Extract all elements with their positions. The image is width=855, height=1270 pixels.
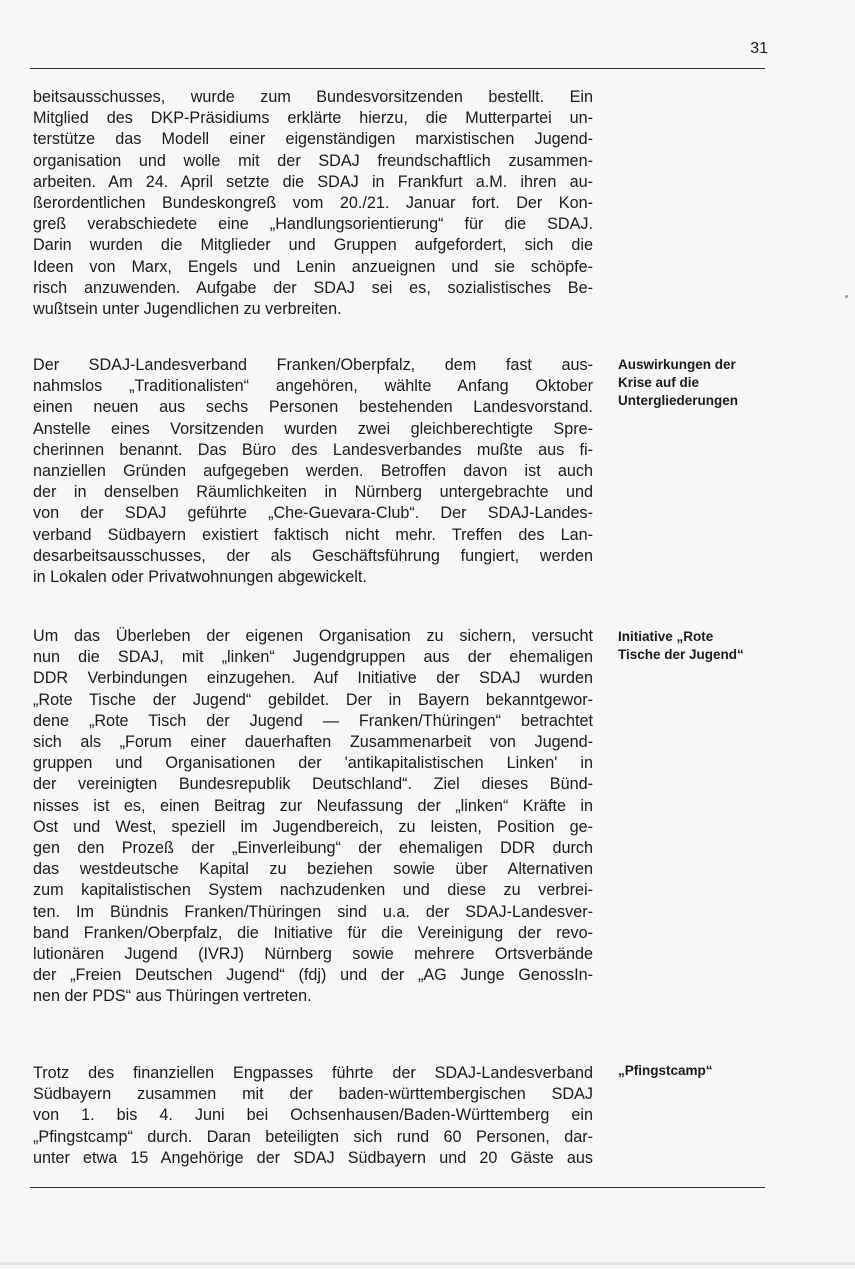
paragraph-2	[33, 355, 593, 588]
paragraph-4	[33, 1063, 593, 1169]
text-line: Südbayern zusammen mit der baden-württembergischen SDAJ	[33, 1085, 593, 1104]
text-line: von 1. bis 4. Juni bei Ochsenhausen/Baden-Württemberg ein	[33, 1106, 593, 1125]
text-line: Anstelle eines Vorsitzenden wurden zwei gleichberechtigte Spre-	[33, 419, 593, 438]
text-line: DDR Verbindungen einzugehen. Auf Initiative der SDAJ wurden	[33, 669, 593, 688]
text-line: „Rote Tische der Jugend“ gebildet. Der in Bayern bekanntgewor-	[33, 690, 593, 709]
text-line: terstütze das Modell einer eigenständigen marxistischen Jugend-	[33, 130, 593, 149]
text-line: Mitglied des DKP-Präsidiums erklärte hierzu, die Mutterpartei un-	[33, 109, 593, 128]
text-line: nanziellen Gründen aufgegeben werden. Betroffen davon ist auch	[33, 462, 593, 481]
text-line: ßerordentlichen Bundeskongreß vom 20./21. Januar fort. Der Kon-	[33, 194, 593, 213]
text-line: „Pfingstcamp“ durch. Daran beteiligten sich rund 60 Personen, dar-	[33, 1127, 593, 1146]
footer-rule	[30, 1187, 765, 1188]
text-line: sich als „Forum einer dauerhaften Zusammenarbeit von Jugend-	[33, 733, 593, 752]
text-line: Trotz des finanziellen Engpasses führte der SDAJ-Landesverband	[33, 1064, 593, 1082]
text-line: band Franken/Oberpfalz, die Initiative für die Vereinigung der revo-	[33, 923, 593, 942]
text-line: der „Freien Deutschen Jugend“ (fdj) und der „AG Junge GenossIn-	[33, 966, 593, 985]
text-line: cherinnen benannt. Das Büro des Landesverbandes mußte aus fi-	[33, 440, 593, 459]
text-line: das westdeutsche Kapital zu beziehen sowie über Alternativen	[33, 860, 593, 879]
text-line: lutionären Jugend (IVRJ) Nürnberg sowie mehrere Ortsverbände	[33, 945, 593, 964]
text-line: organisation und wolle mit der SDAJ freundschaftlich zusammen-	[33, 151, 593, 170]
margin-note-line: „Pfingstcamp“	[618, 1063, 713, 1078]
text-line: risch anzuwenden. Aufgabe der SDAJ sei es, sozialistisches Be-	[33, 278, 593, 297]
text-line: nahmslos „Traditionalisten“ angehören, wählte Anfang Oktober	[33, 377, 593, 396]
margin-note-line: Auswirkungen der	[618, 357, 736, 372]
text-line: nun die SDAJ, mit „linken“ Jugendgruppen aus der ehemaligen	[33, 648, 593, 667]
margin-note-line: Krise auf die	[618, 375, 700, 390]
text-line: nisses ist es, einen Beitrag zur Neufassung der „linken“ Kräfte in	[33, 796, 593, 815]
text-line: der in denselben Räumlichkeiten in Nürnberg untergebrachte und	[33, 483, 593, 502]
text-line: unter etwa 15 Angehörige der SDAJ Südbayern und 20 Gäste aus	[33, 1148, 593, 1167]
text-line: Darin wurden die Mitglieder und Gruppen aufgefordert, sich die	[33, 236, 593, 255]
margin-note-rote-tische	[618, 628, 778, 664]
text-line: desarbeitsausschusses, der als Geschäftsführung fungiert, werden	[33, 546, 593, 565]
margin-note-pfingstcamp	[618, 1062, 778, 1080]
text-line: dene „Rote Tisch der Jugend — Franken/Thüringen“ betrachtet	[33, 711, 593, 730]
page-number: 31	[750, 40, 768, 57]
text-line: von der SDAJ geführte „Che-Guevara-Club“. Der SDAJ-Landes-	[33, 504, 593, 523]
paragraph-3	[33, 626, 593, 1008]
text-line: Ost und West, speziell im Jugendbereich, zu leisten, Position ge-	[33, 817, 593, 836]
text-line: in Lokalen oder Privatwohnungen abgewickelt.	[33, 568, 367, 587]
text-line: Ideen von Marx, Engels und Lenin anzueignen und sie schöpfe-	[33, 257, 593, 276]
margin-note-line: Initiative „Rote	[618, 629, 714, 644]
text-line: der vereinigten Bundesrepublik Deutschland“. Ziel dieses Bünd-	[33, 775, 593, 794]
text-line: nen der PDS“ aus Thüringen vertreten.	[33, 987, 312, 1006]
margin-note-auswirkungen	[618, 356, 778, 410]
text-line: verband Südbayern existiert faktisch nicht mehr. Treffen des Lan-	[33, 525, 593, 544]
margin-note-line: Untergliederungen	[618, 393, 739, 408]
margin-note-line: Tische der Jugend“	[618, 647, 744, 662]
text-line: ten. Im Bündnis Franken/Thüringen sind u.a. der SDAJ-Landesver-	[33, 902, 593, 921]
text-line: wußtsein unter Jugendlichen zu verbreiten.	[33, 300, 342, 319]
text-line: gen den Prozeß der „Einverleibung“ der ehemaligen DDR durch	[33, 839, 593, 858]
text-line: greß verabschiedete eine „Handlungsorientierung“ für die SDAJ.	[33, 215, 593, 234]
text-line: arbeiten. Am 24. April setzte die SDAJ in Frankfurt a.M. ihren au-	[33, 172, 593, 191]
scan-speck	[845, 295, 848, 298]
text-line: zum kapitalistischen System nachzudenken und diese zu verbrei-	[33, 881, 593, 900]
text-line: Um das Überleben der eigenen Organisation zu sichern, versucht	[33, 627, 593, 645]
scan-bottom-edge	[0, 1262, 855, 1265]
text-line: Der SDAJ-Landesverband Franken/Oberpfalz, dem fast aus-	[33, 356, 593, 374]
text-line: einen neuen aus sechs Personen bestehenden Landesvorstand.	[33, 398, 593, 417]
text-line: gruppen und Organisationen der 'antikapitalistischen Linken' in	[33, 754, 593, 773]
text-line: beitsausschusses, wurde zum Bundesvorsitzenden bestellt. Ein	[33, 88, 593, 106]
paragraph-1	[33, 87, 593, 320]
header-rule	[30, 68, 765, 69]
